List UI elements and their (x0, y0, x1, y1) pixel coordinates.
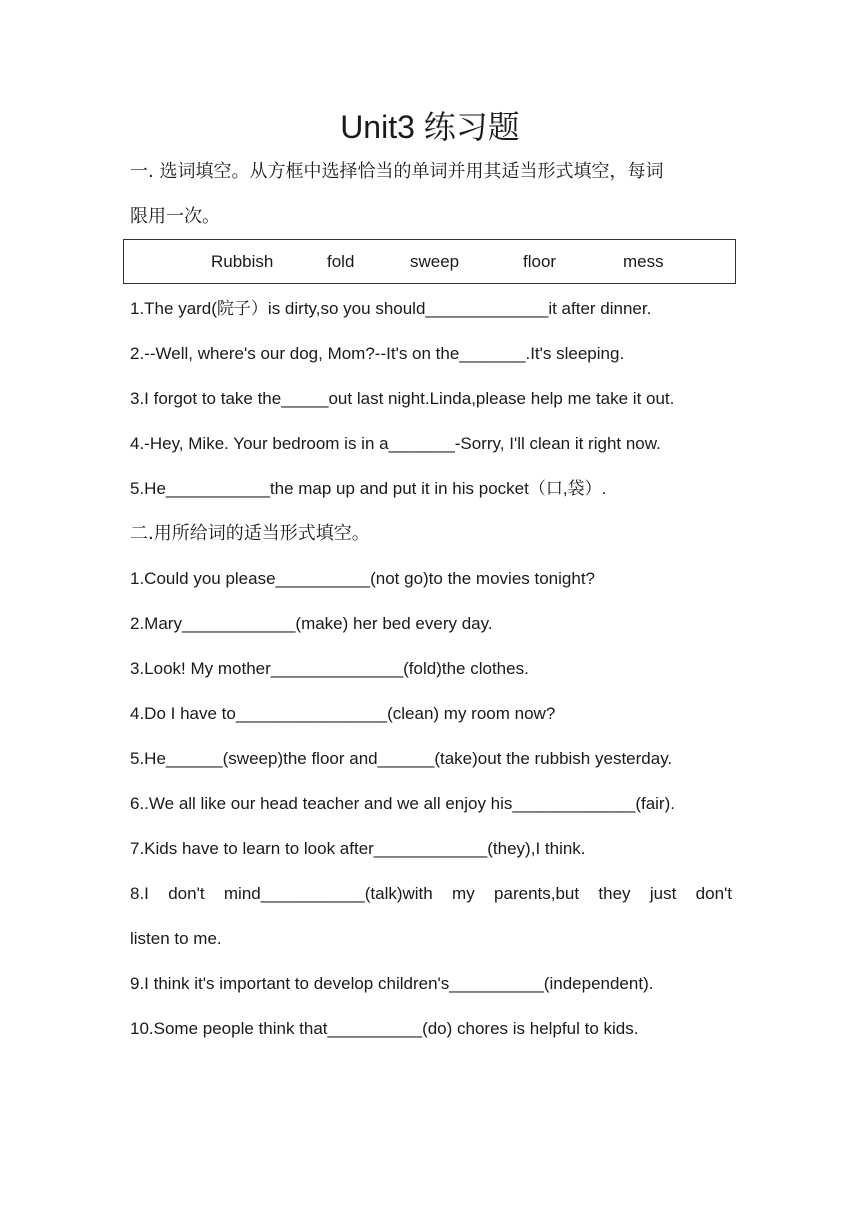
section1-question-1: 1.The yard(院子）is dirty,so you should_____________it after dinner. (130, 299, 652, 318)
word-box-item: fold (327, 252, 355, 271)
section1-question-4: 4.-Hey, Mike. Your bedroom is in a_______-Sorry, I'll clean it right now. (130, 434, 661, 453)
section2-question-9: 9.I think it's important to develop children's__________(independent). (130, 974, 654, 993)
section1-question-3: 3.I forgot to take the_____out last night.Linda,please help me take it out. (130, 389, 675, 408)
word-box-item: sweep (410, 252, 460, 271)
word-box (123, 239, 736, 284)
section1-heading-line2: 限用一次。 (130, 206, 220, 227)
section2-question-2: 2.Mary____________(make) her bed every day. (130, 614, 493, 633)
section2-question-5: 5.He______(sweep)the floor and______(take)out the rubbish yesterday. (130, 749, 673, 768)
word-box-item: mess (623, 252, 664, 271)
section2-heading: 二.用所给词的适当形式填空。 (130, 523, 370, 544)
section2-question-10: 10.Some people think that__________(do) chores is helpful to kids. (130, 1019, 639, 1038)
section1-question-2: 2.--Well, where's our dog, Mom?--It's on the_______.It's sleeping. (130, 344, 625, 363)
section2-question-7: 7.Kids have to learn to look after____________(they),I think. (130, 839, 586, 858)
section2-question-3: 3.Look! My mother______________(fold)the clothes. (130, 659, 529, 678)
word-box-item: floor (523, 252, 557, 271)
section1-question-5: 5.He___________the map up and put it in his pocket（口,袋）. (130, 479, 607, 498)
page-title: Unit3 练习题 (340, 109, 520, 145)
word-box-item: Rubbish (211, 252, 274, 271)
section2-question-8-continued: listen to me. (130, 929, 222, 948)
section2-question-4: 4.Do I have to________________(clean) my room now? (130, 704, 556, 723)
section2-question-8: 8.I don't mind___________(talk)with my parents,but they just don't (130, 884, 732, 903)
section2-question-1: 1.Could you please__________(not go)to the movies tonight? (130, 569, 596, 588)
section2-question-6: 6..We all like our head teacher and we all enjoy his_____________(fair). (130, 794, 675, 813)
section1-heading-line1: 一. 选词填空。从方框中选择恰当的单词并用其适当形式填空，每词 (130, 161, 664, 182)
